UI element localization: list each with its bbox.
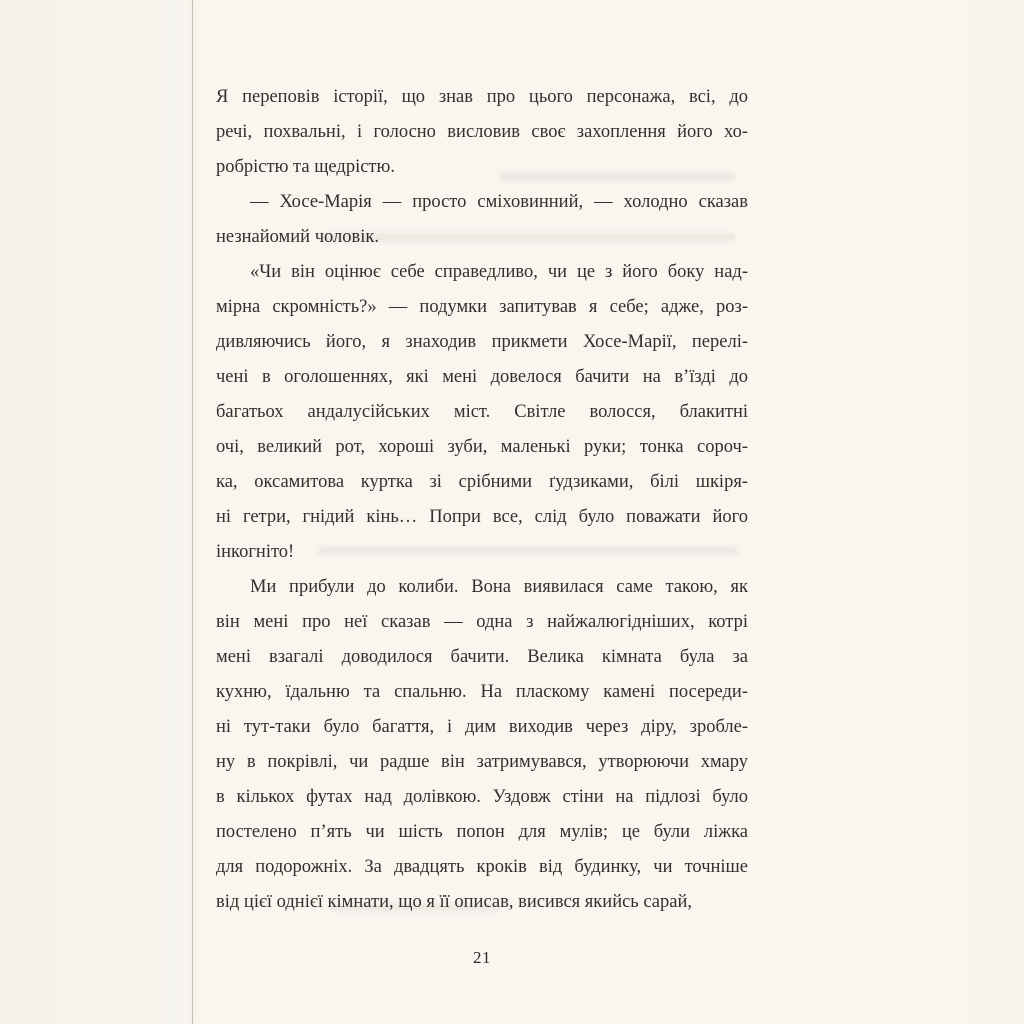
text-line: для подорожніх. За двадцять кроків від будинку, чи точніше (216, 857, 748, 877)
paragraph (216, 185, 748, 255)
paragraph (216, 255, 748, 570)
text-line: ка, оксамитова куртка зі срібними ґудзиками, білі шкіря- (216, 472, 748, 492)
text-line: робрістю та щедрістю. (216, 157, 395, 177)
text-line: незнайомий чоловік. (216, 227, 379, 247)
text-line: ні гетри, гнідий кінь… Попри все, слід було поважати його (216, 507, 748, 527)
text-line: «Чи він оцінює себе справедливо, чи це з його боку над- (250, 262, 748, 282)
text-line: речі, похвальні, і голосно висловив своє захоплення його хо- (216, 122, 748, 142)
text-line: від цієї однієї кімнати, що я її описав, висився якийсь сарай, (216, 892, 693, 912)
text-line: ну в покрівлі, чи радше він затримувався, утворюючи хмару (216, 752, 748, 772)
text-line: дивляючись його, я знаходив прикмети Хосе-Марії, перелі- (216, 332, 748, 352)
text-line: в кількох футах над долівкою. Уздовж стіни на підлозі було (216, 787, 748, 807)
paragraph (216, 80, 748, 185)
text-line: інкогніто! (216, 542, 295, 562)
text-line: він мені про неї сказав — одна з найжалюгідніших, котрі (216, 612, 748, 632)
text-line: — Хосе-Марія — просто сміховинний, — холодно сказав (250, 192, 748, 212)
text-line: постелено п’ять чи шість попон для мулів; це були ліжка (216, 822, 748, 842)
page-gutter-line (192, 0, 193, 1024)
text-line: очі, великий рот, хороші зуби, маленькі руки; тонка сороч- (216, 437, 748, 457)
page-number: 21 (473, 948, 491, 967)
text-line: ні тут-таки було багаття, і дим виходив через діру, зробле- (216, 717, 748, 737)
text-block (216, 80, 748, 920)
text-line: мені взагалі доводилося бачити. Велика кімната була за (216, 647, 748, 667)
text-line: багатьох андалусійських міст. Світле волосся, блакитні (216, 402, 748, 422)
text-line: кухню, їдальню та спальню. На пласкому камені посереди- (216, 682, 748, 702)
text-line: мірна скромність?» — подумки запитував я себе; адже, роз- (216, 297, 748, 317)
text-line: Я переповів історії, що знав про цього персонажа, всі, до (216, 87, 748, 107)
paragraph (216, 570, 748, 920)
text-line: чені в оголошеннях, які мені довелося бачити на в’їзді до (216, 367, 748, 387)
text-line: Ми прибули до колиби. Вона виявилася саме такою, як (250, 577, 748, 597)
